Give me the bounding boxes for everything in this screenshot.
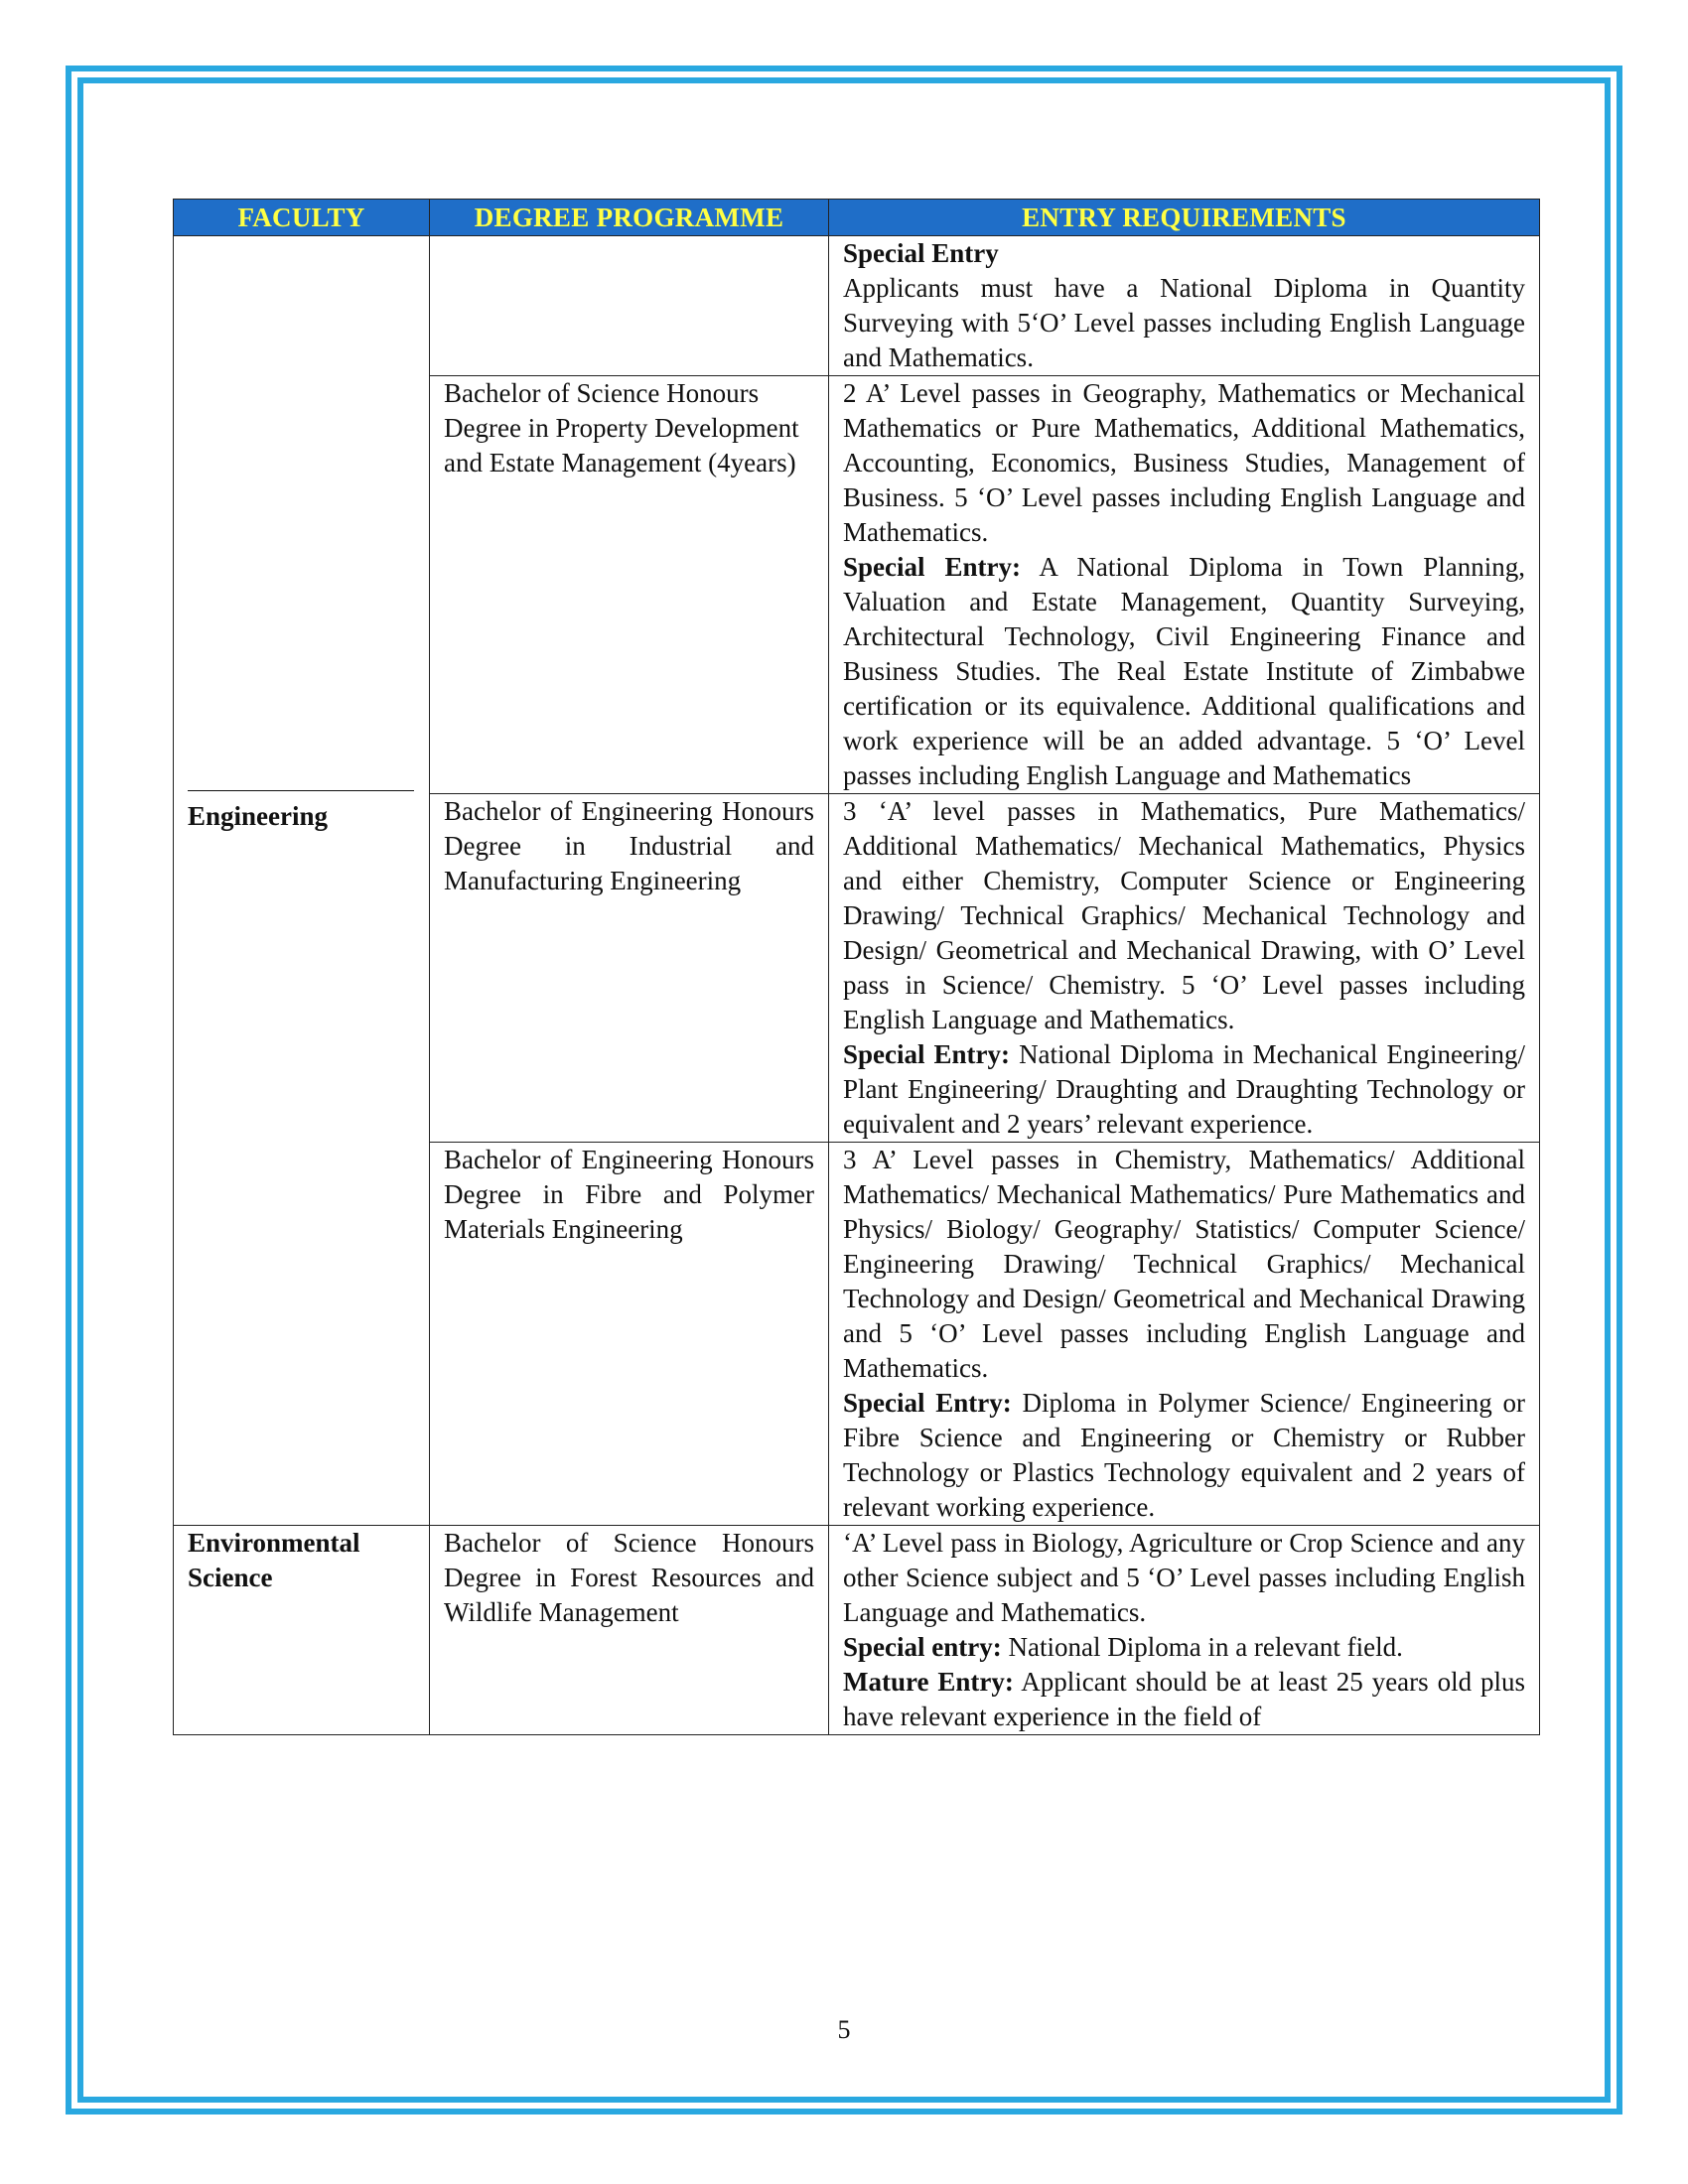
requirements-cell xyxy=(829,376,1540,794)
requirements-cell xyxy=(829,1143,1540,1526)
requirements-cell xyxy=(829,1526,1540,1735)
programme-forest-wildlife: Bachelor of Science Honours Degree in Forest Resources and Wildlife Management xyxy=(430,1526,829,1735)
programme-property-development: Bachelor of Science Honours Degree in Property Development and Estate Management (4years) xyxy=(430,376,829,794)
special-entry-text: Applicants must have a National Diploma in Quantity Surveying with 5‘O’ Level passes including English Language and Mathematics. xyxy=(843,273,1525,372)
special-entry-text: National Diploma in Mechanical Engineering/ Plant Engineering/ Draughting and Draughting Technology or equivalent and 2 years’ relevant experience. xyxy=(843,1039,1526,1139)
table-row xyxy=(174,1526,1540,1735)
special-entry-text: A National Diploma in Town Planning, Valuation and Estate Management, Quantity Surveying, Architectural Technology, Civil Engineering Finance and Business Studies. The Real Estate Institute of Zimbabwe certification or its equivalence. Additional qualifications and work experience will be an added advantage. 5 ‘O’ Level passes including English Language and Mathematics xyxy=(843,552,1526,790)
requirements-cell xyxy=(829,794,1540,1143)
entry-requirements-table xyxy=(173,199,1540,1735)
faculty-environmental-line2: Science xyxy=(188,1563,273,1592)
requirements-cell xyxy=(829,236,1540,376)
header-degree-programme: DEGREE PROGRAMME xyxy=(430,200,829,236)
mature-entry-label: Mature Entry: xyxy=(843,1667,1014,1697)
faculty-engineering: Engineering xyxy=(188,801,329,831)
special-entry-text: Diploma in Polymer Science/ Engineering or Fibre Science and Engineering or Chemistry or Rubber Technology or Plastics Technology equivalent and 2 years of relevant working experience. xyxy=(843,1388,1526,1522)
faculty-cell-engineering xyxy=(174,236,430,1526)
requirements-text: ‘A’ Level pass in Biology, Agriculture or Crop Science and any other Science subject and 5 ‘O’ Level passes including English Language and Mathematics. xyxy=(843,1528,1525,1627)
special-entry-label: Special Entry xyxy=(843,238,999,268)
special-entry-label: Special entry: xyxy=(843,1632,1002,1662)
programme-cell xyxy=(430,236,829,376)
requirements-text: 3 A’ Level passes in Chemistry, Mathematics/ Additional Mathematics/ Mechanical Mathematics/ Pure Mathematics and Physics/ Biology/ Geography/ Statistics/ Computer Science/ Engineering Drawing/ Technical Graphics/ Mechanical Technology and Design/ Geometrical and Mechanical Drawing and 5 ‘O’ Level passes including English Language and Mathematics. xyxy=(843,1145,1525,1383)
faculty-cell-environmental xyxy=(174,1526,430,1735)
special-entry-label: Special Entry: xyxy=(843,1388,1012,1418)
header-faculty: FACULTY xyxy=(174,200,430,236)
page-number: 5 xyxy=(837,2015,851,2044)
requirements-text: 2 A’ Level passes in Geography, Mathematics or Mechanical Mathematics or Pure Mathematics, Additional Mathematics, Accounting, Economics, Business Studies, Management of Business. 5 ‘O’ Level passes including English Language and Mathematics. xyxy=(843,378,1525,547)
table-header-row xyxy=(174,200,1540,236)
table-row xyxy=(174,236,1540,376)
faculty-environmental-line1: Environmental xyxy=(188,1528,360,1558)
special-entry-label: Special Entry: xyxy=(843,552,1021,582)
header-entry-requirements: ENTRY REQUIREMENTS xyxy=(829,200,1540,236)
special-entry-text: National Diploma in a relevant field. xyxy=(1008,1632,1403,1662)
programme-fibre-polymer: Bachelor of Engineering Honours Degree in Fibre and Polymer Materials Engineering xyxy=(430,1143,829,1526)
mature-entry-text: Applicant should be at least 25 years old plus have relevant experience in the field of xyxy=(843,1667,1525,1731)
requirements-text: 3 ‘A’ level passes in Mathematics, Pure Mathematics/ Additional Mathematics/ Mechanical Mathematics, Physics and either Chemistry, Computer Science or Engineering Drawing/ Technical Graphics/ Mechanical Technology and Design/ Geometrical and Mechanical Drawing, with O’ Level pass in Science/ Chemistry. 5 ‘O’ Level passes including English Language and Mathematics. xyxy=(843,796,1525,1034)
special-entry-label: Special Entry: xyxy=(843,1039,1011,1069)
programme-industrial-manufacturing: Bachelor of Engineering Honours Degree in Industrial and Manufacturing Engineering xyxy=(430,794,829,1143)
